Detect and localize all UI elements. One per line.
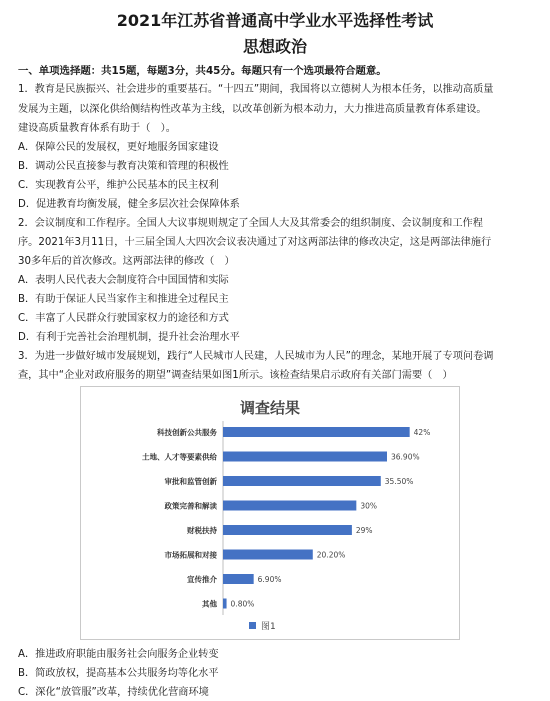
category-label: 政策完善和解读 xyxy=(164,501,217,511)
q2-option-a: A．表明人民代表大会制度符合中国国情和实际 xyxy=(18,275,229,286)
value-label: 42% xyxy=(413,428,431,437)
category-label: 市场拓展和对接 xyxy=(164,550,217,560)
q2-stem-line1: 2．会议制度和工作程序。全国人大议事规则规定了全国人大及其常委会的组织制度、会议制度和工作程 xyxy=(18,218,483,229)
value-label: 6.90% xyxy=(257,575,282,584)
q3-option-b: B．简政放权，提高基本公共服务均等化水平 xyxy=(18,668,219,679)
q3-option-c: C．深化“放管服”改革，持续优化营商环境 xyxy=(18,687,209,698)
q1-stem-line2: 发展为主题，以深化供给侧结构性改革为主线，以改革创新为根本动力，大力推进高质量教育体系建设。 xyxy=(18,104,487,115)
q3-stem-line1: 3．为进一步做好城市发展规划，践行“人民城市人民建，人民城市为人民”的理念，某地开展了专项问卷调 xyxy=(18,351,494,362)
category-label: 宣传推介 xyxy=(187,575,217,584)
category-label: 土地、人才等要素供给 xyxy=(142,452,217,462)
bar xyxy=(223,525,352,535)
q1-option-a: A．保障公民的发展权，更好地服务国家建设 xyxy=(18,142,219,153)
value-label: 0.80% xyxy=(230,599,255,609)
q1-option-c: C．实现教育公平，维护公民基本的民主权利 xyxy=(18,180,219,191)
q1-option-b: B．调动公民直接参与教育决策和管理的积极性 xyxy=(18,161,229,172)
value-label: 36.90% xyxy=(391,452,420,462)
category-label: 科技创新公共服务 xyxy=(157,428,217,437)
chart-title: 调查结果 xyxy=(239,399,301,417)
q2-option-b: B．有助于保证人民当家作主和推进全过程民主 xyxy=(18,294,229,305)
subject-title: 思想政治 xyxy=(242,37,307,56)
survey-chart xyxy=(80,386,460,640)
bar xyxy=(223,427,410,437)
category-label: 其他 xyxy=(202,599,217,609)
bar xyxy=(223,452,387,462)
q3-option-a: A．推进政府职能由服务社会向服务企业转变 xyxy=(18,649,219,660)
value-label: 35.50% xyxy=(384,477,414,486)
bar xyxy=(223,476,381,486)
bar xyxy=(223,599,227,609)
q2-stem-line2: 序。2021年3月11日，十三届全国人大四次会议表决通过了对这两部法律的修改决定，这是两部法律施行 xyxy=(18,237,492,248)
bar xyxy=(223,550,313,560)
q3-stem-line2: 查，其中“企业对政府服务的期望”调查结果如图1所示。该检查结果启示政府有关部门需要（ ） xyxy=(18,370,453,381)
exam-title: 2021年江苏省普通高中学业水平选择性考试 xyxy=(116,11,434,30)
q2-option-d: D．有利于完善社会治理机制，提升社会治理水平 xyxy=(18,332,240,343)
survey-bar-chart xyxy=(81,387,459,639)
legend-label: 图1 xyxy=(261,622,276,632)
bar xyxy=(223,501,356,511)
section-heading: 一、单项选择题：共15题，每题3分，共45分。每题只有一个选项最符合题意。 xyxy=(18,65,387,77)
q1-stem-line1: 1．教育是民族振兴、社会进步的重要基石。“十四五”期间，我国将以立德树人为根本任务，以推动高质量 xyxy=(18,84,494,95)
legend-swatch xyxy=(249,622,256,629)
value-label: 29% xyxy=(355,526,373,535)
q2-stem-line3: 30多年后的首次修改。这两部法律的修改（ ） xyxy=(18,256,235,267)
category-label: 财税扶持 xyxy=(187,526,217,535)
value-label: 20.20% xyxy=(316,550,346,560)
bar xyxy=(223,574,254,584)
q1-option-d: D．促进教育均衡发展，健全多层次社会保障体系 xyxy=(18,199,240,210)
value-label: 30% xyxy=(360,501,378,511)
q1-stem-line3: 建设高质量教育体系有助于（ ）。 xyxy=(18,123,176,134)
category-label: 审批和监管创新 xyxy=(164,477,217,486)
q2-option-c: C．丰富了人民群众行驶国家权力的途径和方式 xyxy=(18,313,229,324)
bars-group xyxy=(142,421,430,615)
